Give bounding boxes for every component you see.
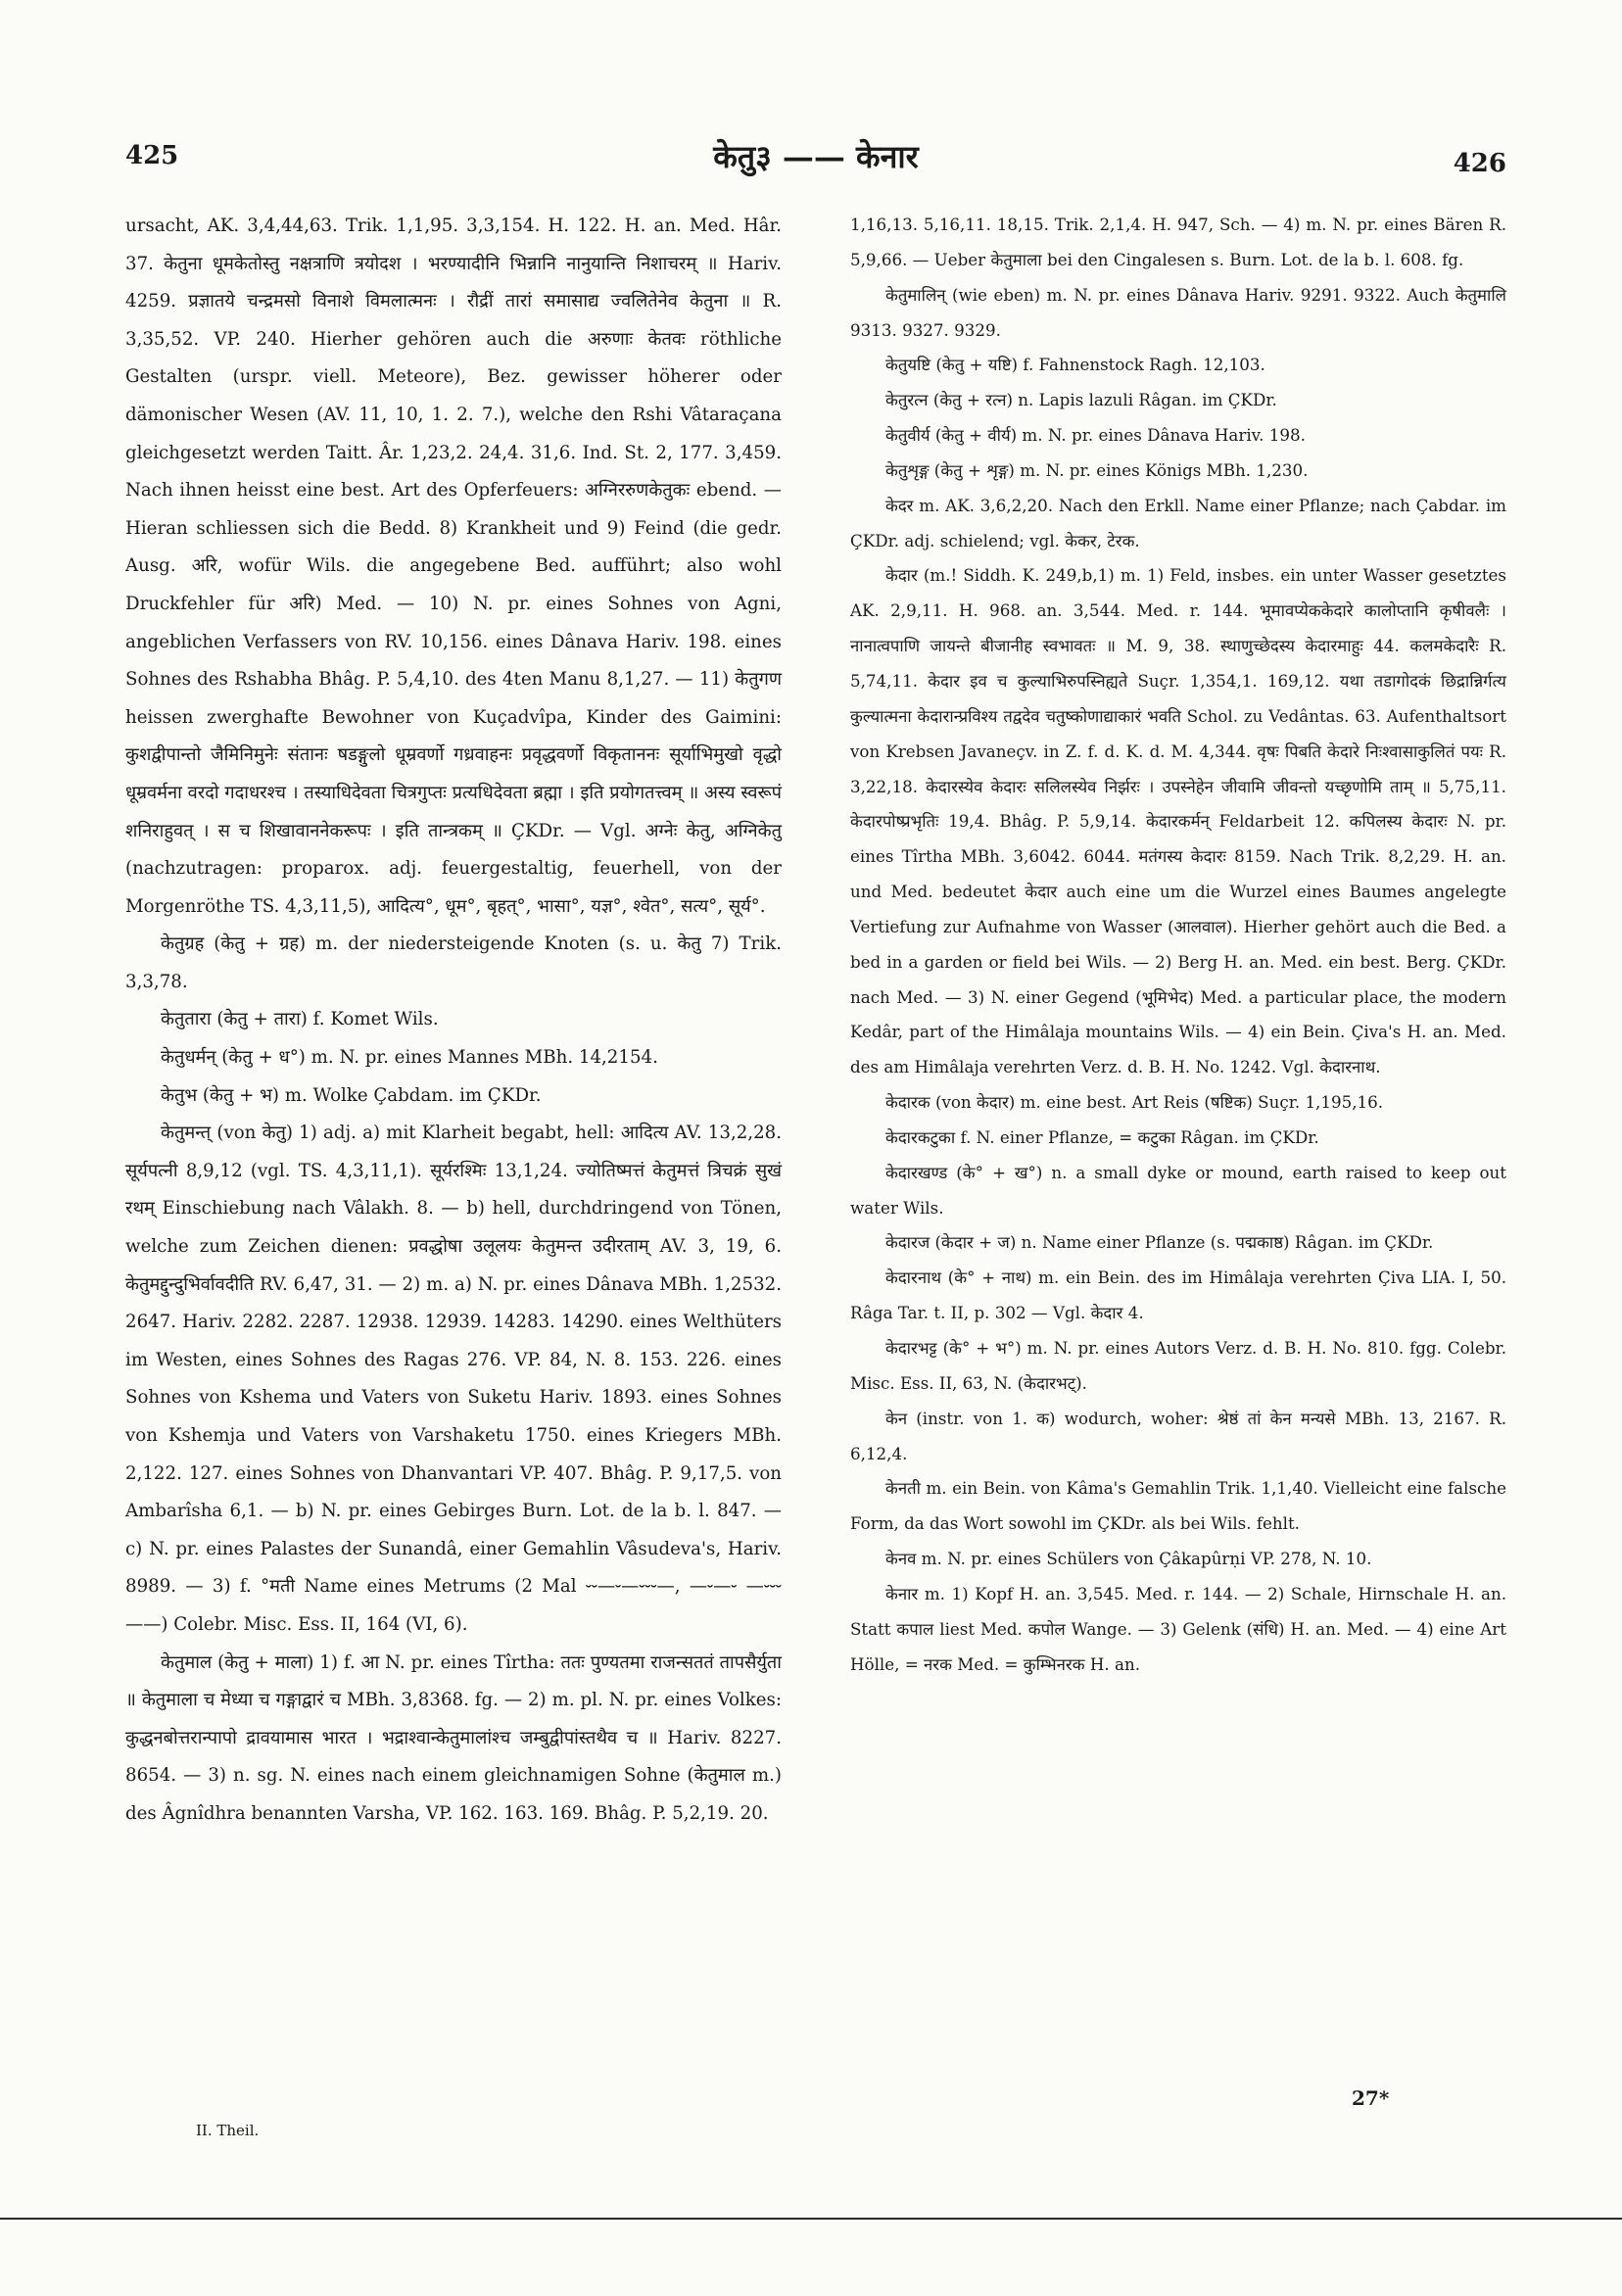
entry-kedara-plant: केदर m. AK. 3,6,2,20. Nach den Erkll. Name einer Pflanze; nach Çabdar. im ÇKDr. adj. schielend; vgl. केकर, टेरक.	[850, 495, 1506, 550]
entry-ketutara: केतुतारा (केतु + तारा) f. Komet Wils.	[161, 1009, 439, 1030]
volume-note: II. Theil.	[196, 2122, 260, 2139]
page-number-right: 426	[1453, 149, 1506, 178]
entry-ketugraha: केतुग्रह (केतु + ग्रह) m. der niedersteigende Knoten (s. u. केतु 7) Trik. 3,3,78.	[125, 933, 782, 992]
entry-ketuyashti: केतुयष्टि (केतु + यष्टि) f. Fahnenstock Ragh. 12,103.	[885, 355, 1265, 375]
page-number-left: 425	[125, 141, 179, 170]
page-header	[125, 135, 1506, 184]
entry-ketumant: केतुमन्त् (von केतु) 1) adj. a) mit Klarheit begabt, hell: आदित्य AV. 13,2,28. सूर्यपत्नी 8,9,12 (vgl. TS. 4,3,11,1). सूर्यरश्मिः 13,1,24. ज्योतिष्मत्तं केतुमत्तं त्रिचक्रं सुखं रथम् Einschiebung nach Vâlakh. 8. — b) hell, durchdringend von Tönen, welche zum Zeichen dienen: प्रवद्धोषा उलूलयः केतुमन्त उदीरताम् AV. 3, 19, 6. केतुमद्दुन्दुभिर्वावदीति RV. 6,47, 31. — 2) m. a) N. pr. eines Dânava MBh. 1,2532. 2647. Hariv. 2282. 2287. 12938. 12939. 14283. 14290. eines Welthüters im Westen, eines Sohnes des Ragas 276. VP. 84, N. 8. 153. 226. eines Sohnes von Kshema und Vaters von Suketu Hariv. 1893. eines Sohnes von Kshemja und Vaters von Varshaketu 1750. eines Kriegers MBh. 2,122. 127. eines Sohnes von Dhanvantari VP. 407. Bhâg. P. 9,17,5. von Ambarîsha 6,1. — b) N. pr. eines Gebirges Burn. Lot. de la b. l. 847. — c) N. pr. eines Palastes der Sunandâ, einer Gemahlin Vâsudeva's, Hariv. 8989. — 3) f. °मती Name eines Metrums (2 Mal ⏑⏑—⏑—⏑⏑⏑—, —⏑—⏑ —⏑⏑⏑——) Colebr. Misc. Ess. II, 164 (VI, 6).	[125, 1123, 782, 1635]
entry-continuation-right: 1,16,13. 5,16,11. 18,15. Trik. 2,1,4. H. 947, Sch. — 4) m. N. pr. eines Bären R. 5,9,66. — Ueber केतुमाला bei den Cingalesen s. Burn. Lot. de la b. l. 608. fg.	[850, 215, 1506, 269]
entry-ketuvirya: केतुवीर्य (केतु + वीर्य) m. N. pr. eines Dânava Hariv. 198.	[885, 425, 1306, 446]
entry-kenati: केनती m. ein Bein. von Kâma's Gemahlin Trik. 1,1,40. Vielleicht eine falsche Form, da das Wort sowohl im ÇKDr. als bei Wils. fehlt.	[850, 1478, 1506, 1534]
entry-ketudharman: केतुधर्मन् (केतु + ध°) m. N. pr. eines Mannes MBh. 14,2154.	[161, 1047, 658, 1069]
running-title: केतु३ —— केनार	[713, 138, 919, 175]
entry-kedarakatuka: केदारकटुका f. N. einer Pflanze, = कटुका Râgan. im ÇKDr.	[885, 1126, 1319, 1147]
right-column	[850, 208, 1506, 1706]
signature-mark: 27*	[1352, 2086, 1390, 2110]
entry-ketumalin: केतुमालिन् (wie eben) m. N. pr. eines Dânava Hariv. 9291. 9322. Auch केतुमालि 9313. 9327. 9329.	[850, 284, 1506, 340]
entry-kedaranatha: केदारनाथ (के° + नाथ) m. ein Bein. des im Himâlaja verehrten Çiva LIA. I, 50. Râga Tar. t. II, p. 302 — Vgl. केदार 4.	[850, 1268, 1506, 1323]
entry-kedara: केदार (m.! Siddh. K. 249,b,1) m. 1) Feld, insbes. ein unter Wasser gesetztes AK. 2,9,11. H. 968. an. 3,544. Med. r. 144. भूमावप्येककेदारे कालोप्तानि कृषीवलैः । नानात्वपाणि जायन्ते बीजानीह स्वभावतः ॥ M. 9, 38. स्थाणुच्छेदस्य केदारमाहुः 44. कलमकेदारैः R. 5,74,11. केदार इव च कुल्याभिरुपस्निह्यते Suçr. 1,354,1. 169,12. यथा तडागोदकं छिद्रान्निर्गत्य कुल्यात्मना केदारान्प्रविश्य तद्वदेव चतुष्कोणाद्याकारं भवति Schol. zu Vedântas. 63. Aufenthaltsort von Krebsen Javaneçv. in Z. f. d. K. d. M. 4,344. वृषः पिबति केदारे निःश्वासाकुलितं पयः R. 3,22,18. केदारस्येव केदारः सलिलस्येव निर्झरः । उपस्नेहेन जीवामि जीवन्तो यच्छृणोमि ताम् ॥ 5,75,11. केदारपोष्प्रभृतिः 19,4. Bhâg. P. 5,9,14. केदारकर्मन् Feldarbeit 12. कपिलस्य केदारः N. pr. eines Tîrtha MBh. 3,6042. 6044. मतंगस्य केदारः 8159. Nach Trik. 8,2,29. H. an. und Med. bedeutet केदार auch eine um die Wurzel eines Baumes angelegte Vertiefung zur Aufnahme von Wasser (आलवाल). Hierher gehört auch die Bed. a bed in a garden or field bei Wils. — 2) Berg H. an. Med. ein best. Berg. ÇKDr. nach Med. — 3) N. einer Gegend (भूमिभेद) Med. a particular place, the modern Kedâr, part of the Himâlaja mountains Wils. — 4) ein Bein. Çiva's H. an. Med. des am Himâlaja verehrten Verz. d. B. H. No. 1242. Vgl. केदारनाथ.	[850, 565, 1506, 1077]
entry-ketushringa: केतुशृङ्ग (केतु + शृङ्ग) m. N. pr. eines Königs MBh. 1,230.	[885, 459, 1309, 480]
entry-kenava: केनव m. N. pr. eines Schülers von Çâkapûrṇi VP. 278, N. 10.	[885, 1549, 1372, 1569]
entry-kenara: केनार m. 1) Kopf H. an. 3,545. Med. r. 144. — 2) Schale, Hirnschale H. an. Statt कपाल liest Med. कपोल Wange. — 3) Gelenk (संधि) H. an. Med. — 4) eine Art Hölle, = नरक Med. = कुम्भिनरक H. an.	[850, 1583, 1506, 1674]
bottom-rule	[0, 2218, 1622, 2220]
entry-kedaraja: केदारज (केदार + ज) n. Name einer Pflanze (s. पद्मकाष्ठ) Râgan. im ÇKDr.	[885, 1232, 1434, 1253]
left-column	[125, 208, 782, 2118]
entry-ketumala: केतुमाल (केतु + माला) 1) f. आ N. pr. eines Tîrtha: ततः पुण्यतमा राजन्सततं तापसैर्युता ॥ केतुमाला च मेध्या च गङ्गाद्वारं च MBh. 3,8368. fg. — 2) m. pl. N. pr. eines Volkes: कुद्धनबोत्तरान्पापो द्रावयामास भारत । भद्राश्वान्केतुमालांश्च जम्बुद्वीपांस्तथैव च ॥ Hariv. 8227. 8654. — 3) n. sg. N. eines nach einem gleichnamigen Sohne (केतुमाल m.) des Âgnîdhra benannten Varsha, VP. 162. 163. 169. Bhâg. P. 5,2,19. 20.	[125, 1651, 782, 1824]
entry-kedarabhatta: केदारभट्ट (के° + भ°) m. N. pr. eines Autors Verz. d. B. H. No. 810. fgg. Colebr. Misc. Ess. II, 63, N. (केदारभट्).	[850, 1338, 1506, 1393]
entry-kedarakhanda: केदारखण्ड (के° + ख°) n. a small dyke or mound, earth raised to keep out water Wils.	[850, 1162, 1506, 1218]
entry-keturatna: केतुरत्न (केतु + रत्न) n. Lapis lazuli Râgan. im ÇKDr.	[885, 390, 1277, 410]
entry-continuation: ursacht, AK. 3,4,44,63. Trik. 1,1,95. 3,3,154. H. 122. H. an. Med. Hâr. 37. केतुना धूमकेतोस्तु नक्षत्राणि त्रयोदश । भरण्यादीनि भिन्नानि नानुयान्ति निशाचरम् ॥ Hariv. 4259. प्रज्ञातये चन्द्रमसो विनाशे विमलात्मनः । रौद्रीं तारां समासाद्य ज्वलितेनेव केतुना ॥ R. 3,35,52. VP. 240. Hierher gehören auch die अरुणाः केतवः röthliche Gestalten (urspr. viell. Meteore), Bez. gewisser höherer oder dämonischer Wesen (AV. 11, 10, 1. 2. 7.), welche den Rshi Vâtaraçana gleichgesetzt werden Taitt. Âr. 1,23,2. 24,4. 31,6. Ind. St. 2, 177. 3,459. Nach ihnen heisst eine best. Art des Opferfeuers: अग्निररुणकेतुकः ebend. — Hieran schliessen sich die Bedd. 8) Krankheit und 9) Feind (die gedr. Ausg. अरि, wofür Wils. die angegebene Bed. aufführt; also wohl Druckfehler für अरि) Med. — 10) N. pr. eines Sohnes von Agni, angeblichen Verfassers von RV. 10,156. eines Dânava Hariv. 198. eines Sohnes des Rshabha Bhâg. P. 5,4,10. des 4ten Manu 8,1,27. — 11) केतुगण heissen zwerghafte Bewohner von Kuçadvîpa, Kinder des Gaimini: कुशद्वीपान्तो जैमिनिमुनेः संतानः षडङ्गुलो धूम्रवर्णो गध्रवाहनः प्रवृद्धवर्णो विकृताननः सूर्याभिमुखो वृद्धो धूम्रवर्मना वरदो गदाधरश्च । तस्याधिदेवता चित्रगुप्तः प्रत्यधिदेवता ब्रह्मा । इति प्रयोगतत्त्वम् ॥ अस्य स्वरूपं शनिराहुवत् । स च शिखावाननेकरूपः । इति तान्त्रकम् ॥ ÇKDr. — Vgl. अग्नेः केतु, अग्निकेतु (nachzutragen: proparox. adj. feuergestaltig, feuerhell, von der Morgenröthe TS. 4,3,11,5), आदित्य°, धूम°, बृहत्°, भासा°, यज्ञ°, श्वेत°, सत्य°, सूर्य°.	[125, 215, 782, 917]
entry-kena: केन (instr. von 1. क) wodurch, woher: श्रेष्ठं तां केन मन्यसे MBh. 13, 2167. R. 6,12,4.	[850, 1408, 1506, 1463]
entry-kedaraka: केदारक (von केदार) m. eine best. Art Reis (षष्टिक) Suçr. 1,195,16.	[885, 1092, 1384, 1113]
entry-ketubha: केतुभ (केतु + भ) m. Wolke Çabdam. im ÇKDr.	[161, 1084, 542, 1106]
